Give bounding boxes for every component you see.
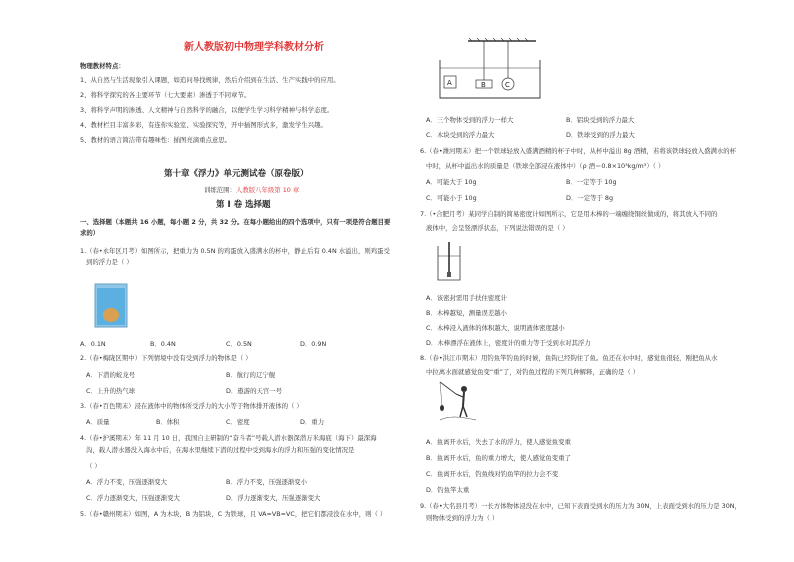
training-range — [204, 186, 299, 194]
option: B．航行的辽宁舰 — [226, 371, 276, 379]
label-c: C — [505, 81, 510, 89]
option: A．三个物体受到的浮力一样大 — [426, 116, 514, 124]
option: C．密度 — [226, 418, 250, 426]
question-7: 7.（•合肥月考）某同学自制的简易密度计如图所示，它是用木棒的一端缠绕铜丝做成的，将其放入不同的 — [420, 210, 718, 218]
option: A．质量 — [86, 418, 110, 426]
option: D．重力 — [300, 418, 325, 426]
range-label: 训练范围： — [204, 186, 236, 194]
option: B．木棒越短，测量误差越小 — [426, 309, 508, 317]
option: A．浮力不变，压强逐渐变大 — [86, 478, 168, 486]
hydrometer-figure — [436, 242, 462, 282]
label-a: A — [447, 79, 452, 87]
question-2: 2.（春•梅陇区期中）下列情境中没有受到浮力的物体是（ ） — [80, 354, 252, 362]
option: C．0.5N — [226, 340, 252, 348]
option: B．鱼离开水后，鱼的重力增大，使人感觉鱼变重了 — [426, 454, 571, 462]
question-4-cont: 沟，载人潜水器没入海水中后，在海水里继续下潜的过程中受到海水的浮力和压强的变化情况是 — [86, 446, 355, 454]
feature-item: 1、从自然与生活现象引入课题，如追问导找规律，然后介绍到在生活、生产实践中的应用。 — [80, 76, 340, 84]
three-objects-tank-figure — [438, 38, 542, 100]
option: D．一定等于 8g — [566, 194, 614, 202]
question-8: 8.（春•洪江市期末）用钓鱼竿钓鱼的时候，鱼钩已经钩住了鱼。鱼还在水中时，感觉鱼很轻，刚把鱼从水 — [420, 354, 718, 362]
option: A．该密封需用手扶住密度计 — [426, 294, 508, 302]
fisherman-figure — [436, 380, 480, 422]
option: B．铝块受到的浮力最大 — [566, 116, 635, 124]
range-value: 人教版八年级第 10 章 — [235, 186, 300, 194]
option: A．可能大于 10g — [426, 178, 477, 186]
chapter-title: 第十章《浮力》单元测试卷（原卷版） — [164, 169, 309, 179]
volume-title: 第 Ⅰ 卷 选择题 — [216, 200, 271, 210]
option: D．铁球受到的浮力最大 — [566, 131, 635, 139]
option: D．浮力逐渐变大，压强逐渐变大 — [226, 494, 321, 502]
option: C．鱼离开水后，钓鱼线对钓鱼竿的拉力会不变 — [426, 470, 559, 478]
question-5: 5.（春•赣州期末）如图，A 为木块，B 为铝块，C 为铁球，且 VA=VB=VC，把它们都浸没在水中，则（ ） — [80, 510, 387, 518]
features-heading: 物理教材特点： — [80, 62, 125, 70]
option: A．0.1N — [80, 340, 106, 348]
question-9: 9.（春•大名县月考）一长方体物体浸没在水中，已知下表面受到水的压力为 30N，上表面受到水的压力是 30N， — [420, 502, 741, 510]
option: C．木块受到的浮力最大 — [426, 131, 495, 139]
option: A．鱼离开水后，失去了水的浮力，使人感觉鱼变重 — [426, 438, 571, 446]
option: C．木棒浸入液体的体积越大，说明液体密度越小 — [426, 324, 565, 332]
option: C．上升的热气球 — [86, 387, 136, 395]
question-1: 1.（春•永年区月考）如图所示，把重力为 0.5N 的鸡蛋放入盛满水的杯中，静止后有 0.4N 水溢出，则鸡蛋受 — [80, 247, 390, 255]
question-6: 6.（春•潍河期末）把一个铁球轻放入盛满酒精的杯子中时，从杯中溢出 8g 酒精，若将该铁球轻放入盛满水的杯 — [420, 147, 737, 155]
question-9-cont: 则物体受到的浮力为（ ） — [426, 514, 499, 522]
question-4-cont: （ ） — [86, 462, 101, 470]
question-4: 4.（春•护溪期末）年 11 月 10 日，我国自主研制的“奋斗者”号载人潜水器深潜万米海底（海下）最深海 — [80, 434, 377, 442]
question-8-cont: 中拉离水面就感觉鱼变“重”了，对钓鱼过程的下列几种解释，正确的是（ ） — [426, 368, 640, 376]
question-1-cont: 到的浮力是（ ） — [86, 258, 133, 266]
option: A．下潜的蛟龙号 — [86, 371, 136, 379]
option: D．木棒漂浮在液体上，密度计的重力等于受到水对其浮力 — [426, 339, 591, 347]
option: D．0.9N — [300, 340, 327, 348]
egg-in-water-figure — [94, 283, 128, 328]
option: C．可能小于 10g — [426, 194, 477, 202]
feature-item: 5、教材的语言简洁带有趣味性：插图亮滴重点意思。 — [80, 136, 232, 144]
feature-item: 2、将科学探究的各主要环节（七大要素）渗透于不同章节。 — [80, 91, 251, 99]
option: D．钓鱼竿太重 — [426, 486, 470, 494]
question-6-cont: 中时，从杯中溢出水的质量是（铁球全部浸在液体中）（ρ 酒＝0.8×10³kg/m³）（ ） — [426, 162, 665, 170]
feature-item: 3、将科学声明的渗透、人文精神与自然科学的融合，以便学生学习科学精神与科学态度。 — [80, 106, 334, 114]
label-b: B — [481, 81, 486, 89]
option: D．遨游的天宫一号 — [226, 387, 283, 395]
option: B．体积 — [156, 418, 180, 426]
section-heading: 一、选择题（本题共 16 小题，每小题 2 分，共 32 分。在每小题给出的四个选项中，只有一项是符合题目要 — [80, 218, 391, 226]
option: B．浮力不变，压强逐渐变小 — [226, 478, 308, 486]
option: B．0.4N — [150, 340, 176, 348]
question-3: 3.（春•百色期末）浸在液体中的物体所受浮力的大小等于物体排开液体的（ ） — [80, 402, 303, 410]
option: B．一定等于 10g — [566, 178, 617, 186]
option: C．浮力逐渐变大，压强逐渐变大 — [86, 494, 180, 502]
feature-item: 4、教材栏目丰富多彩，有连你实验室、实验探究等，开中插图形式多，激发学生兴趣。 — [80, 121, 327, 129]
question-7-cont: 液体中，会呈竖漂浮状态，下列说法错误的是（ ） — [426, 224, 569, 232]
doc-title: 新人教版初中物理学科教材分析 — [184, 42, 324, 53]
section-heading-cont: 求的） — [80, 229, 100, 237]
